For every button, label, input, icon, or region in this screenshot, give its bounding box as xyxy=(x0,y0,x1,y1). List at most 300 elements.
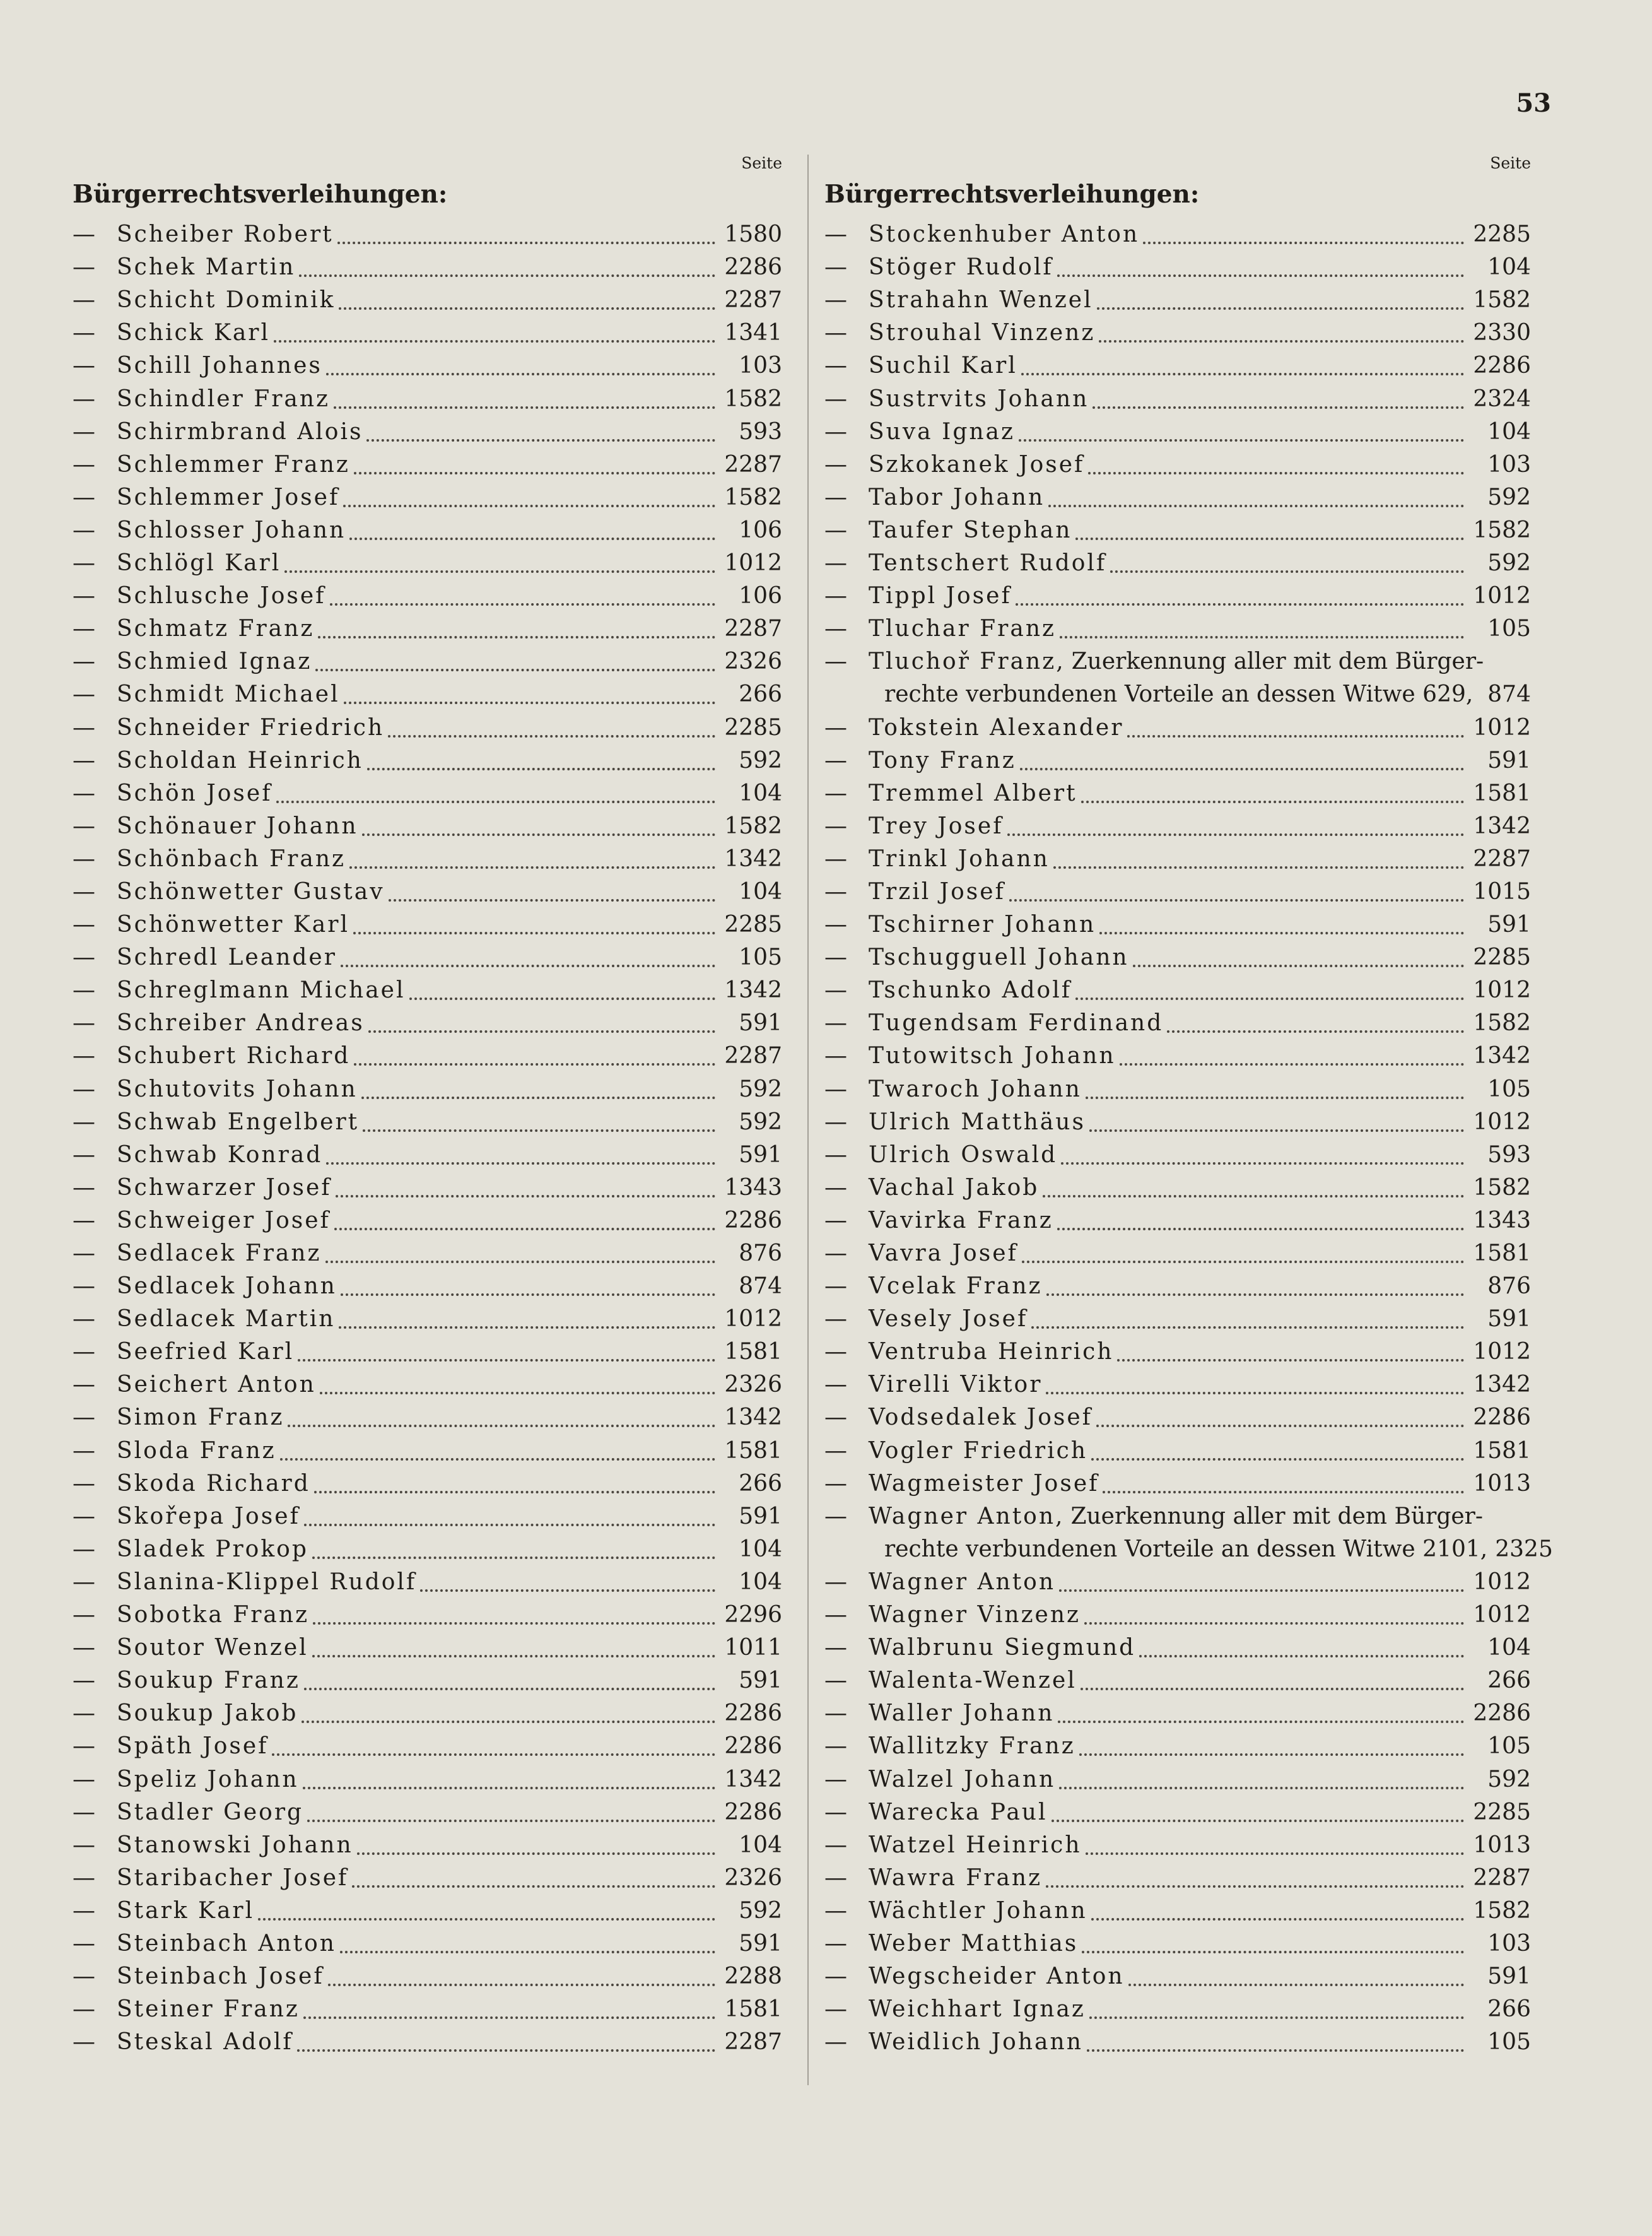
entry-dash: — xyxy=(73,1864,95,1891)
entry-page-number: 266 xyxy=(1487,1996,1531,2023)
entry-list-right xyxy=(824,218,1553,2059)
index-entry xyxy=(824,1106,1531,1139)
dot-leader xyxy=(272,1753,715,1756)
entry-dash: — xyxy=(73,1766,95,1792)
entry-page-number: 1342 xyxy=(1473,1372,1531,1398)
index-entry xyxy=(824,810,1531,843)
entry-page-number: 592 xyxy=(1487,1766,1531,1792)
entry-name: Späth Josef xyxy=(117,1733,269,1760)
entry-dash: — xyxy=(824,484,847,510)
entry-note-continuation: rechte verbundenen Vorteile an dessen Witwe 2101, xyxy=(884,1536,1488,1562)
entry-name: Walzel Johann xyxy=(869,1766,1056,1792)
entry-dash: — xyxy=(73,1109,95,1135)
index-entry xyxy=(824,876,1531,909)
entry-name: Sustrvits Johann xyxy=(869,385,1089,412)
entry-name: Tschirner Johann xyxy=(869,912,1096,938)
index-entry xyxy=(824,843,1531,876)
entry-name: Stadler Georg xyxy=(117,1799,304,1825)
index-entry xyxy=(73,284,782,317)
dot-leader xyxy=(337,242,715,244)
dot-leader xyxy=(1046,1885,1464,1888)
entry-page-number: 2288 xyxy=(724,1963,782,1990)
dot-leader xyxy=(1103,1491,1464,1493)
index-entry xyxy=(73,1500,782,1533)
dot-leader xyxy=(1086,1097,1464,1099)
dot-leader xyxy=(420,1589,715,1592)
index-entry xyxy=(824,1368,1531,1401)
index-entry xyxy=(73,645,782,678)
entry-name: Tluchoř Franz, xyxy=(869,649,1065,675)
entry-page-number: 593 xyxy=(1487,1141,1531,1168)
index-entry xyxy=(73,1434,782,1467)
dot-leader xyxy=(1084,1622,1464,1625)
entry-page-number: 1341 xyxy=(724,320,782,346)
dot-leader xyxy=(1120,1063,1464,1066)
entry-name: Schredl Leander xyxy=(117,944,337,971)
entry-name: Schneider Friedrich xyxy=(117,714,385,741)
entry-dash: — xyxy=(824,254,847,281)
dot-leader xyxy=(1059,1589,1464,1592)
entry-name: Trey Josef xyxy=(869,813,1004,839)
dot-leader xyxy=(297,2049,715,2052)
entry-page-number: 2326 xyxy=(724,1864,782,1891)
entry-name: Waller Johann xyxy=(869,1700,1055,1727)
dot-leader xyxy=(1057,1228,1464,1230)
entry-name: Sedlacek Martin xyxy=(117,1306,336,1333)
entry-page-number: 1580 xyxy=(724,221,782,248)
index-entry xyxy=(824,449,1531,481)
index-entry xyxy=(73,514,782,547)
entry-dash: — xyxy=(824,1273,847,1300)
entry-dash: — xyxy=(73,1996,95,2023)
dot-leader xyxy=(1043,1195,1464,1197)
entry-name: Schmied Ignaz xyxy=(117,649,312,675)
entry-name: Schmidt Michael xyxy=(117,681,340,708)
entry-page-number: 104 xyxy=(739,1568,782,1595)
entry-name: Warecka Paul xyxy=(869,1799,1048,1825)
entry-page-number: 2287 xyxy=(1473,1864,1531,1891)
entry-page-number: 2287 xyxy=(724,287,782,314)
entry-page-number: 1342 xyxy=(724,845,782,872)
index-entry xyxy=(73,1862,782,1895)
entry-page-number: 876 xyxy=(1487,1273,1531,1300)
entry-dash: — xyxy=(824,353,847,379)
dot-leader xyxy=(307,1820,715,1822)
index-entry xyxy=(824,909,1531,941)
dot-leader xyxy=(362,833,715,836)
entry-dash: — xyxy=(73,649,95,675)
entry-name: Simon Franz xyxy=(117,1404,284,1431)
entry-dash: — xyxy=(824,649,847,675)
entry-dash: — xyxy=(73,320,95,346)
entry-page-number: 1581 xyxy=(724,1339,782,1365)
dot-leader xyxy=(325,1261,715,1263)
entry-name: Tluchar Franz xyxy=(869,616,1056,642)
entry-name: Tokstein Alexander xyxy=(869,714,1124,741)
entry-page-number: 2285 xyxy=(1473,1799,1531,1825)
dot-leader xyxy=(1099,340,1464,343)
entry-page-number: 266 xyxy=(739,681,782,708)
dot-leader xyxy=(314,1491,715,1493)
entry-name: Schwab Konrad xyxy=(117,1141,323,1168)
entry-name: Sedlacek Johann xyxy=(117,1273,337,1300)
index-entry xyxy=(73,777,782,810)
entry-page-number: 2326 xyxy=(724,1372,782,1398)
index-entry xyxy=(824,1468,1531,1500)
entry-page-number: 591 xyxy=(1487,747,1531,774)
entry-dash: — xyxy=(73,1799,95,1825)
index-entry xyxy=(824,1401,1531,1434)
seite-label-right: Seite xyxy=(1490,154,1531,172)
dot-leader xyxy=(299,274,715,277)
dot-leader xyxy=(326,373,715,375)
index-entry xyxy=(824,218,1531,251)
entry-dash: — xyxy=(73,1930,95,1957)
entry-name: Weichhart Ignaz xyxy=(869,1996,1086,2023)
dot-leader xyxy=(1061,1162,1464,1165)
index-entry xyxy=(824,1960,1531,1993)
dot-leader xyxy=(341,965,715,967)
entry-dash: — xyxy=(824,1109,847,1135)
dot-leader xyxy=(1009,899,1464,902)
entry-name: Stark Karl xyxy=(117,1897,255,1924)
dot-leader xyxy=(313,1622,715,1625)
index-entry xyxy=(824,1303,1531,1336)
dot-leader xyxy=(1091,1458,1464,1461)
index-entry xyxy=(824,416,1531,449)
dot-leader xyxy=(1057,274,1464,277)
dot-leader xyxy=(1088,472,1464,474)
entry-note: Zuerkennung aller mit dem Bürger- xyxy=(1071,649,1484,675)
index-entry xyxy=(73,350,782,382)
index-entry xyxy=(824,711,1531,744)
index-entry-continuation xyxy=(824,1533,1553,1566)
entry-dash: — xyxy=(73,747,95,774)
entry-dash: — xyxy=(73,353,95,379)
index-entry xyxy=(73,1566,782,1599)
dot-leader xyxy=(303,2016,715,2019)
index-entry xyxy=(824,645,1531,678)
entry-page-number: 104 xyxy=(1487,1635,1531,1661)
dot-leader xyxy=(1128,1984,1464,1986)
dot-leader xyxy=(368,1030,715,1033)
entry-dash: — xyxy=(73,385,95,412)
entry-name: Speliz Johann xyxy=(117,1766,299,1792)
index-entry xyxy=(73,1172,782,1204)
entry-page-number: 2287 xyxy=(724,451,782,478)
entry-page-number: 1012 xyxy=(1473,1109,1531,1135)
entry-dash: — xyxy=(824,813,847,839)
entry-page-number: 266 xyxy=(739,1470,782,1497)
dot-leader xyxy=(1052,1820,1465,1822)
entry-name: Steiner Franz xyxy=(117,1996,300,2023)
index-entry xyxy=(73,678,782,711)
entry-page-number: 1581 xyxy=(724,1437,782,1464)
dot-leader xyxy=(1020,768,1464,770)
entry-name: Schönwetter Karl xyxy=(117,912,349,938)
entry-page-number: 1582 xyxy=(724,385,782,412)
entry-page-number: 105 xyxy=(739,944,782,971)
entry-dash: — xyxy=(824,1799,847,1825)
index-entry xyxy=(73,2026,782,2059)
entry-dash: — xyxy=(73,1437,95,1464)
index-entry xyxy=(824,1796,1531,1829)
entry-dash: — xyxy=(824,845,847,872)
dot-leader xyxy=(1079,1753,1464,1756)
entry-page-number: 1582 xyxy=(1473,1897,1531,1924)
entry-name: Sedlacek Franz xyxy=(117,1240,322,1266)
index-entry xyxy=(73,1927,782,1960)
entry-dash: — xyxy=(73,813,95,839)
entry-note: Zuerkennung aller mit dem Bürger- xyxy=(1070,1503,1484,1529)
index-entry xyxy=(73,1993,782,2026)
index-entry xyxy=(73,1139,782,1172)
index-entry xyxy=(824,1500,1531,1533)
index-entry xyxy=(824,744,1531,777)
entry-page-number: 106 xyxy=(739,583,782,609)
entry-page-number: 2330 xyxy=(1473,320,1531,346)
dot-leader xyxy=(1139,1655,1464,1657)
entry-page-number: 2287 xyxy=(724,2029,782,2056)
entry-page-number: 1581 xyxy=(724,1996,782,2023)
entry-page-number: 591 xyxy=(739,1010,782,1037)
entry-page-number: 1581 xyxy=(1473,1437,1531,1464)
index-entry xyxy=(73,909,782,941)
entry-page-number: 104 xyxy=(1487,254,1531,281)
dot-leader xyxy=(349,538,715,540)
index-entry xyxy=(824,547,1531,580)
index-entry xyxy=(73,1632,782,1664)
dot-leader xyxy=(1048,505,1464,507)
index-entry xyxy=(824,1763,1531,1796)
dot-leader xyxy=(389,899,715,902)
entry-name: Tschugguell Johann xyxy=(869,944,1129,971)
entry-dash: — xyxy=(73,287,95,314)
section-heading-left: Bürgerrechtsverleihungen: xyxy=(73,180,448,209)
dot-leader xyxy=(304,1524,715,1526)
entry-name: Strahahn Wenzel xyxy=(869,287,1093,314)
index-entry xyxy=(73,1237,782,1270)
entry-page-number: 2286 xyxy=(1473,1404,1531,1431)
dot-leader xyxy=(1021,373,1464,375)
entry-name: Steskal Adolf xyxy=(117,2029,293,2056)
entry-dash: — xyxy=(73,977,95,1004)
entry-page-number: 1011 xyxy=(724,1635,782,1661)
dot-leader xyxy=(1031,1326,1464,1329)
index-entry xyxy=(73,1763,782,1796)
entry-name: Tabor Johann xyxy=(869,484,1045,510)
entry-page-number: 1582 xyxy=(1473,287,1531,314)
entry-name: Schicht Dominik xyxy=(117,287,336,314)
index-entry xyxy=(824,1697,1531,1730)
index-entry xyxy=(73,1336,782,1368)
index-entry xyxy=(73,251,782,284)
index-entry xyxy=(73,317,782,350)
index-entry xyxy=(73,1829,782,1862)
entry-page-number: 105 xyxy=(1487,616,1531,642)
entry-name: Ventruba Heinrich xyxy=(869,1339,1114,1365)
left-column xyxy=(73,151,782,2059)
dot-leader xyxy=(280,1458,715,1461)
dot-leader xyxy=(1060,636,1464,638)
entry-page-number: 104 xyxy=(739,1832,782,1858)
index-entry xyxy=(824,1237,1531,1270)
entry-name: Schlosser Johann xyxy=(117,517,346,543)
entry-page-number: 1012 xyxy=(1473,1602,1531,1628)
entry-dash: — xyxy=(73,1568,95,1595)
entry-name: Schwarzer Josef xyxy=(117,1174,332,1201)
index-entry xyxy=(824,1434,1531,1467)
entry-page-number: 874 xyxy=(739,1273,782,1300)
dot-leader xyxy=(258,1918,715,1921)
entry-name: Walbrunu Siegmund xyxy=(869,1635,1136,1661)
entry-page-number: 266 xyxy=(1487,1668,1531,1694)
entry-dash: — xyxy=(824,451,847,478)
entry-name: Vesely Josef xyxy=(869,1306,1028,1333)
dot-leader xyxy=(1089,2016,1464,2019)
entry-dash: — xyxy=(824,1372,847,1398)
dot-leader xyxy=(1097,307,1464,310)
entry-dash: — xyxy=(824,1568,847,1595)
entry-page-number: 2326 xyxy=(724,649,782,675)
dot-leader xyxy=(341,1293,715,1296)
entry-name: Tony Franz xyxy=(869,747,1016,774)
dot-leader xyxy=(339,307,715,310)
dot-leader xyxy=(320,1392,715,1394)
index-entry xyxy=(824,1566,1531,1599)
entry-name: Wagner Vinzenz xyxy=(869,1602,1081,1628)
index-entry xyxy=(73,810,782,843)
entry-dash: — xyxy=(824,1076,847,1102)
entry-page-number: 103 xyxy=(1487,1930,1531,1957)
entry-page-number: 2286 xyxy=(724,1799,782,1825)
index-entry xyxy=(824,1599,1531,1632)
entry-name: Slanina-Klippel Rudolf xyxy=(117,1568,417,1595)
entry-name: Virelli Viktor xyxy=(869,1372,1043,1398)
entry-name: Tschunko Adolf xyxy=(869,977,1072,1004)
entry-page-number: 591 xyxy=(1487,1306,1531,1333)
index-entry xyxy=(73,580,782,613)
entry-dash: — xyxy=(824,944,847,971)
entry-name: Vavra Josef xyxy=(869,1240,1018,1266)
entry-name: Suva Ignaz xyxy=(869,418,1015,445)
entry-dash: — xyxy=(824,1832,847,1858)
index-entry xyxy=(824,777,1531,810)
entry-page-number: 592 xyxy=(739,747,782,774)
entry-dash: — xyxy=(73,451,95,478)
entry-page-number: 2285 xyxy=(1473,944,1531,971)
dot-leader xyxy=(1046,1293,1464,1296)
index-entry xyxy=(824,1862,1531,1895)
entry-name: Vogler Friedrich xyxy=(869,1437,1088,1464)
index-entry xyxy=(824,514,1531,547)
entry-dash: — xyxy=(824,1306,847,1333)
entry-dash: — xyxy=(73,221,95,248)
dot-leader xyxy=(312,1556,715,1559)
dot-leader xyxy=(1086,1852,1465,1855)
entry-dash: — xyxy=(824,747,847,774)
index-entry xyxy=(73,1599,782,1632)
entry-name: Schlögl Karl xyxy=(117,550,281,577)
entry-dash: — xyxy=(73,1372,95,1398)
entry-name: Schlemmer Josef xyxy=(117,484,340,510)
index-entry xyxy=(824,382,1531,415)
entry-name: Vavirka Franz xyxy=(869,1207,1053,1233)
entry-name: Twaroch Johann xyxy=(869,1076,1082,1102)
column-divider xyxy=(807,155,809,2085)
dot-leader xyxy=(353,932,715,934)
entry-dash: — xyxy=(73,1404,95,1431)
entry-dash: — xyxy=(824,287,847,314)
entry-name: Vodsedalek Josef xyxy=(869,1404,1093,1431)
index-entry xyxy=(73,1697,782,1730)
entry-name: Seefried Karl xyxy=(117,1339,295,1365)
entry-name: Taufer Stephan xyxy=(869,517,1072,543)
entry-name: Schubert Richard xyxy=(117,1043,351,1069)
entry-name: Schutovits Johann xyxy=(117,1076,358,1102)
entry-dash: — xyxy=(73,1141,95,1168)
entry-dash: — xyxy=(73,1700,95,1727)
entry-dash: — xyxy=(73,1635,95,1661)
entry-dash: — xyxy=(73,550,95,577)
index-entry xyxy=(73,449,782,481)
entry-page-number: 1342 xyxy=(1473,813,1531,839)
entry-dash: — xyxy=(824,1635,847,1661)
entry-dash: — xyxy=(824,1963,847,1990)
entry-name: Schweiger Josef xyxy=(117,1207,331,1233)
entry-dash: — xyxy=(824,1470,847,1497)
entry-name: Wächtler Johann xyxy=(869,1897,1087,1924)
index-entry xyxy=(73,1106,782,1139)
entry-page-number: 592 xyxy=(739,1897,782,1924)
entry-page-number: 2287 xyxy=(724,616,782,642)
dot-leader xyxy=(388,735,715,738)
entry-page-number: 104 xyxy=(739,878,782,905)
entry-page-number: 592 xyxy=(1487,484,1531,510)
entry-name: Tippl Josef xyxy=(869,583,1012,609)
entry-dash: — xyxy=(73,484,95,510)
dot-leader xyxy=(1019,439,1464,442)
index-entry xyxy=(824,1632,1531,1664)
dot-leader xyxy=(1053,866,1464,869)
index-entry xyxy=(73,1303,782,1336)
entry-page-number: 591 xyxy=(739,1930,782,1957)
dot-leader xyxy=(343,505,715,507)
index-entry xyxy=(824,1730,1531,1763)
entry-page-number: 103 xyxy=(1487,451,1531,478)
entry-page-number: 105 xyxy=(1487,1733,1531,1760)
entry-name: Weidlich Johann xyxy=(869,2029,1083,2056)
index-entry xyxy=(824,251,1531,284)
entry-page-number: 592 xyxy=(739,1076,782,1102)
entry-name: Schreglmann Michael xyxy=(117,977,406,1004)
entry-dash: — xyxy=(824,714,847,741)
index-entry xyxy=(824,481,1531,514)
entry-page-number: 1012 xyxy=(724,550,782,577)
entry-page-number: 1012 xyxy=(1473,583,1531,609)
entry-name: Scheiber Robert xyxy=(117,221,334,248)
entry-page-number: 1582 xyxy=(1473,1010,1531,1037)
entry-page-number: 593 xyxy=(739,418,782,445)
entry-name: Staribacher Josef xyxy=(117,1864,349,1891)
dot-leader xyxy=(284,570,715,573)
dot-leader xyxy=(304,1688,715,1690)
index-entry xyxy=(73,1895,782,1927)
entry-page-number: 106 xyxy=(739,517,782,543)
entry-name: Schlemmer Franz xyxy=(117,451,350,478)
entry-name: Trinkl Johann xyxy=(869,845,1050,872)
index-entry xyxy=(824,1895,1531,1927)
